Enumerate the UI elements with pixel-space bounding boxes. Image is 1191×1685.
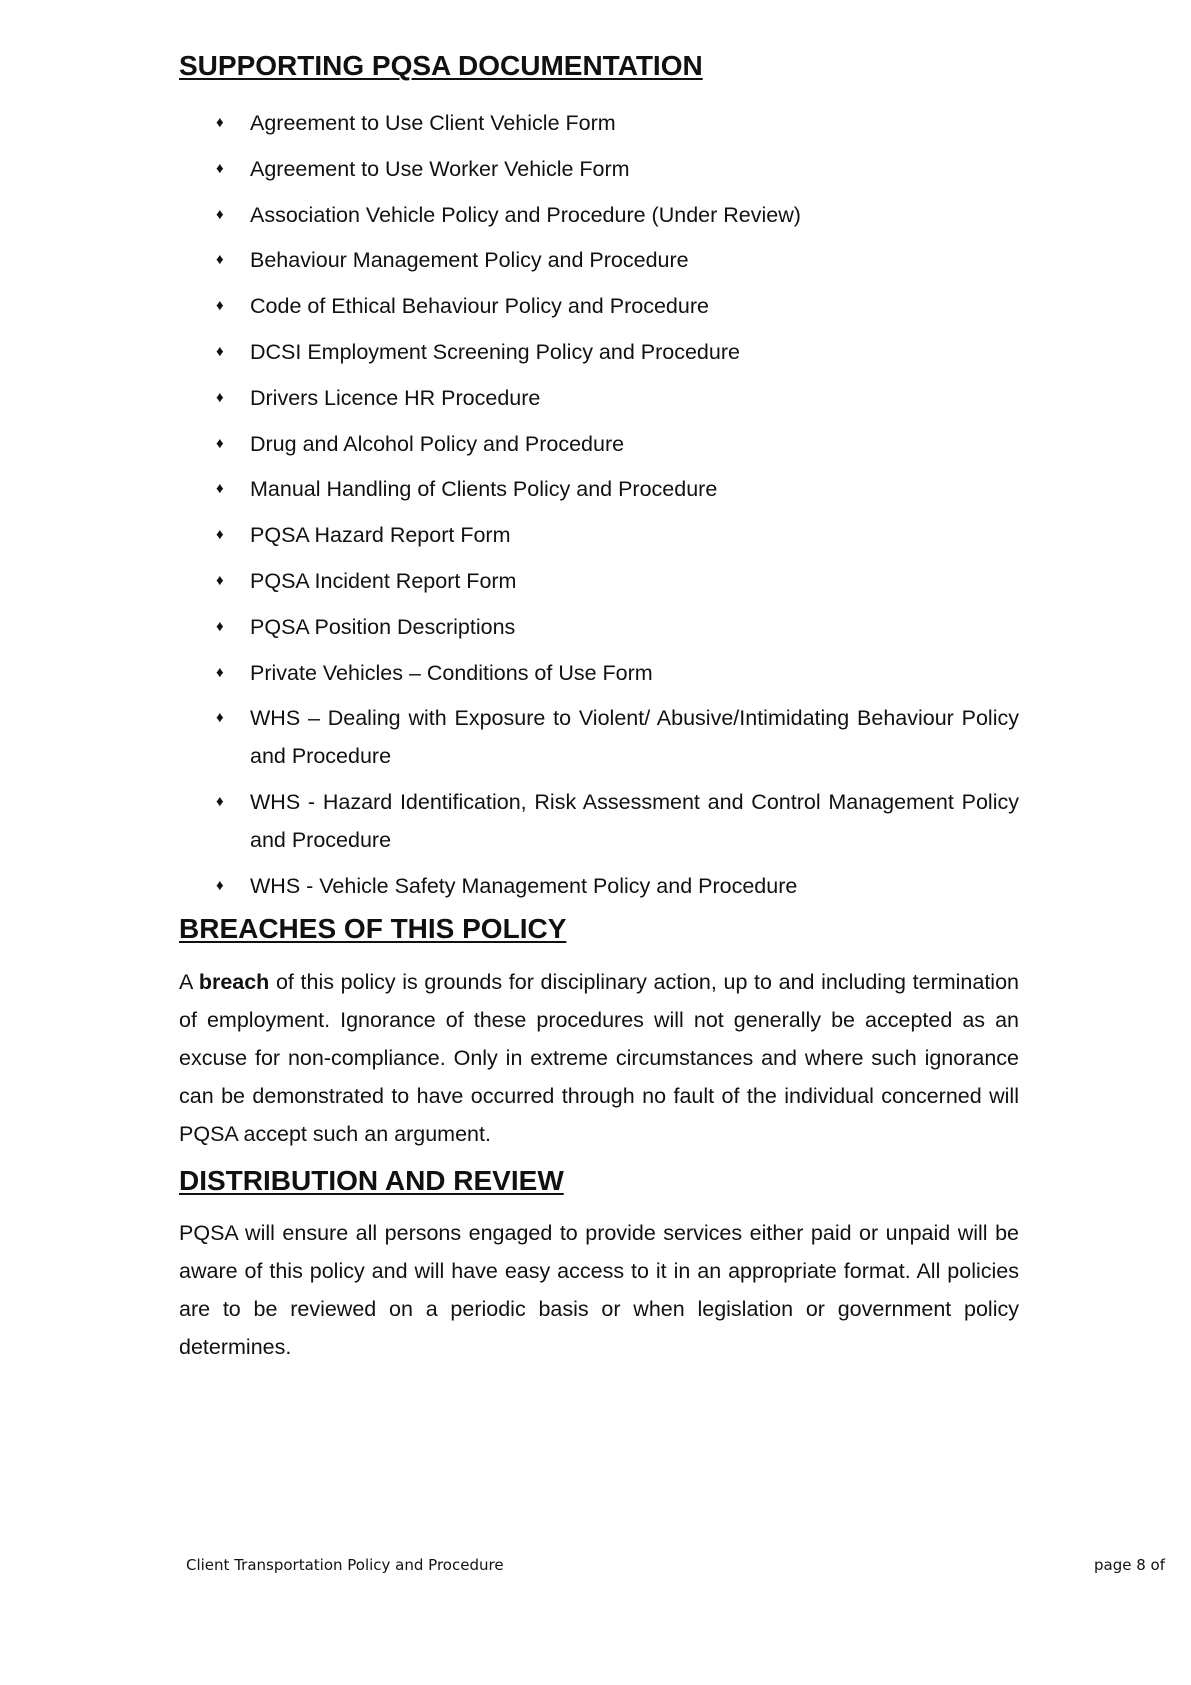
diamond-bullet-icon: ♦ [216, 571, 224, 589]
diamond-bullet-icon: ♦ [216, 617, 224, 635]
list-item [216, 867, 1019, 905]
diamond-bullet-icon: ♦ [216, 114, 224, 131]
list-item [216, 241, 1019, 279]
distribution-paragraph: PQSA will ensure all persons engaged to provide services either paid or unpaid will be aware of this policy and will have easy access to it in an appropriate format. All policies are to be reviewed on a periodic basis or when legislation or government policy determines. [179, 1221, 1019, 1359]
list-item-label: Manual Handling of Clients Policy and Procedure [250, 477, 718, 502]
diamond-bullet-icon: ♦ [216, 159, 224, 177]
list-item-label: PQSA Incident Report Form [250, 568, 517, 593]
breaches-body: of this policy is grounds for disciplinary action, up to and including termination of employment. Ignorance of these procedures will not generally be accepted as an excuse for non-compliance. Only in extreme circumstances and where such ignorance can be demonstrated to have occurred through no fault of the individual concerned will PQSA accept such an argument. [179, 970, 1020, 1146]
list-item [216, 783, 1019, 859]
list-item-label: Agreement to Use Worker Vehicle Form [250, 156, 630, 181]
diamond-bullet-icon: ♦ [216, 388, 224, 406]
supporting-heading: SUPPORTING PQSA DOCUMENTATION [179, 50, 703, 81]
diamond-bullet-icon: ♦ [216, 251, 224, 269]
list-item-label: WHS – Dealing with Exposure to Violent/ Abusive/Intimidating Behaviour Policy and Procedure [250, 706, 1019, 769]
list-item-label: Drug and Alcohol Policy and Procedure [250, 431, 625, 456]
list-item [216, 196, 1019, 234]
breaches-bold-term: breach [198, 970, 270, 994]
list-item-label: Association Vehicle Policy and Procedure (Under Review) [250, 202, 801, 227]
diamond-bullet-icon: ♦ [216, 342, 224, 360]
list-item [216, 104, 1019, 142]
diamond-bullet-icon: ♦ [216, 205, 224, 223]
list-item [216, 470, 1019, 508]
diamond-bullet-icon: ♦ [216, 709, 224, 727]
list-item-label: PQSA Position Descriptions [250, 614, 516, 639]
diamond-bullet-icon: ♦ [216, 526, 224, 544]
breaches-heading: BREACHES OF THIS POLICY [179, 913, 567, 944]
diamond-bullet-icon: ♦ [216, 663, 224, 681]
list-item-label: WHS - Hazard Identification, Risk Assessment and Control Management Policy and Procedure [250, 790, 1019, 853]
breaches-lead: A [179, 970, 199, 994]
list-item [216, 425, 1019, 463]
diamond-bullet-icon: ♦ [216, 793, 224, 811]
breaches-paragraph [179, 963, 1019, 1153]
list-item [216, 516, 1019, 554]
diamond-bullet-icon: ♦ [216, 297, 224, 315]
diamond-bullet-icon: ♦ [216, 876, 224, 894]
list-item-label: DCSI Employment Screening Policy and Procedure [250, 339, 740, 364]
list-item [216, 654, 1019, 692]
distribution-heading: DISTRIBUTION AND REVIEW [179, 1165, 564, 1196]
list-item [216, 608, 1019, 646]
list-item [216, 287, 1019, 325]
diamond-bullet-icon: ♦ [216, 480, 224, 498]
list-item-label: Agreement to Use Client Vehicle Form [250, 111, 616, 135]
diamond-bullet-icon: ♦ [216, 434, 224, 452]
list-item [216, 150, 1019, 188]
list-item [216, 379, 1019, 417]
footer-document-title: Client Transportation Policy and Procedure [186, 1556, 504, 1574]
list-item-label: Private Vehicles – Conditions of Use Form [250, 660, 653, 685]
footer-page-number: page 8 of [1094, 1556, 1166, 1574]
list-item-label: WHS - Vehicle Safety Management Policy and Procedure [250, 873, 798, 898]
list-item-label: Behaviour Management Policy and Procedure [250, 248, 689, 273]
list-item-label: PQSA Hazard Report Form [250, 523, 511, 548]
list-item-label: Drivers Licence HR Procedure [250, 385, 541, 410]
list-item [216, 562, 1019, 600]
list-item-label: Code of Ethical Behaviour Policy and Procedure [250, 294, 709, 319]
list-item [216, 333, 1019, 371]
list-item [216, 699, 1019, 775]
supporting-documents-list [216, 104, 1019, 913]
